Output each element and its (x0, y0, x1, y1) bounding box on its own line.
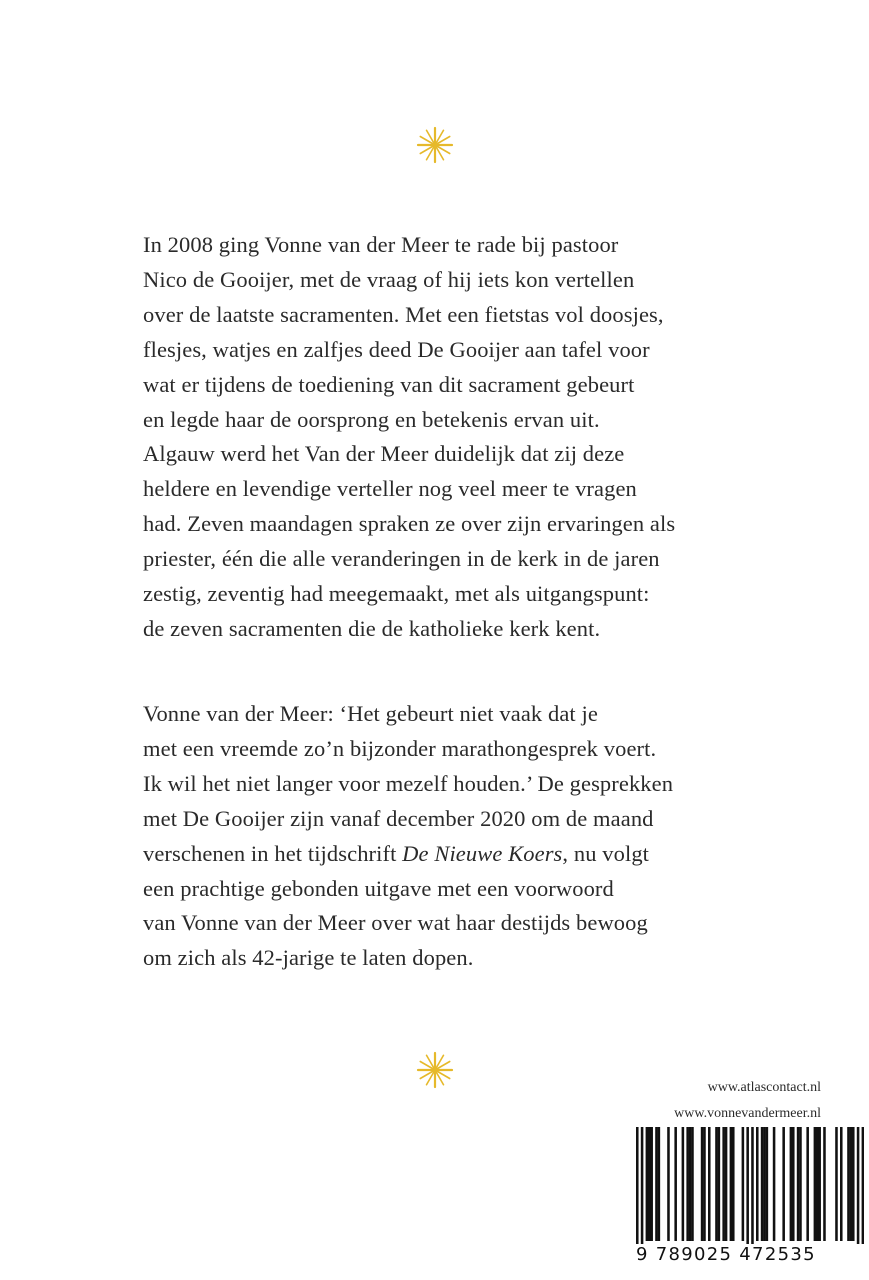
paragraph-1-line: flesjes, watjes en zalfjes deed De Gooijer aan tafel voor (143, 336, 650, 362)
paragraph-1-line: In 2008 ging Vonne van der Meer te rade bij pastoor (143, 232, 619, 257)
paragraph-1-line: had. Zeven maandagen spraken ze over zijn ervaringen als (143, 511, 676, 537)
blurb-paragraph-2 (143, 697, 763, 976)
paragraph-1-line: zestig, zeventig had meegemaakt, met als uitgangspunt: (143, 581, 650, 607)
barcode-bar (718, 1127, 721, 1241)
barcode-bar (708, 1127, 711, 1241)
barcode-bar (797, 1127, 800, 1241)
barcode-bar (792, 1127, 795, 1241)
barcode-bar (648, 1127, 651, 1241)
barcode-bar (773, 1127, 776, 1241)
barcode-bar (806, 1127, 809, 1241)
barcode-bar (847, 1127, 850, 1241)
barcode-bars (636, 1127, 864, 1247)
isbn-number: 9 789025 472535 (636, 1244, 864, 1266)
barcode-bar (725, 1127, 728, 1241)
barcode-bar (799, 1127, 802, 1241)
barcode-bar (766, 1127, 769, 1241)
barcode-bar (840, 1127, 843, 1241)
barcode-bar (814, 1127, 817, 1241)
barcode-bar (691, 1127, 694, 1241)
star-ornament-top-icon (415, 125, 455, 165)
paragraph-1-line: priester, één die alle veranderingen in de kerk in de jaren (143, 546, 660, 572)
barcode-bar (756, 1127, 759, 1241)
paragraph-1-line: wat er tijdens de toediening van dit sacrament gebeurt (143, 371, 635, 397)
barcode-bar (763, 1127, 766, 1241)
barcode-bar (703, 1127, 706, 1241)
barcode-bar (722, 1127, 725, 1241)
barcode-bar (701, 1127, 704, 1241)
barcode-guard-bar (862, 1127, 864, 1247)
star-ornament-bottom-icon (415, 1050, 455, 1090)
barcode-bar (667, 1127, 670, 1241)
paragraph-1-line: de zeven sacramenten die de katholieke kerk kent. (143, 615, 601, 641)
barcode-guard-bar (857, 1127, 860, 1247)
author-url: www.vonnevandermeer.nl (674, 1106, 821, 1121)
barcode-bar (742, 1127, 745, 1241)
blurb-paragraph-1 (143, 228, 763, 647)
barcode-bar (682, 1127, 685, 1241)
barcode-bar (646, 1127, 649, 1241)
barcode-bar (730, 1127, 733, 1241)
paragraph-1-line: en legde haar de oorsprong en betekenis ervan uit. (143, 406, 600, 432)
barcode-bar (782, 1127, 785, 1241)
barcode-bar (655, 1127, 658, 1241)
paragraph-1-line: over de laatste sacramenten. Met een fietstas vol doosjes, (143, 301, 664, 327)
six-point-star-icon (415, 125, 455, 165)
barcode-bar (790, 1127, 793, 1241)
barcode-bar (715, 1127, 718, 1241)
barcode-bar (850, 1127, 853, 1241)
barcode-bar (761, 1127, 764, 1241)
barcode-bar (835, 1127, 838, 1241)
paragraph-1-line: Algauw werd het Van der Meer duidelijk dat zij deze (143, 441, 625, 467)
barcode-guard-bar (751, 1127, 754, 1247)
barcode-guard-bar (641, 1127, 644, 1247)
barcode-bar (686, 1127, 689, 1241)
magazine-title: De Nieuwe Koers (402, 840, 563, 866)
paragraph-2-text-after-italic: , nu volgt een prachtige gebonden uitgave met een voorwoord van Vonne van der Meer over wat haar destijds bewoog om zich als 42-jarige te laten dopen. (143, 840, 650, 971)
barcode-bar (823, 1127, 826, 1241)
paragraph-2-text-before-italic: Vonne van der Meer: ‘Het gebeurt niet vaak dat je met een vreemde zo’n bijzonder marathongesprek voert. Ik wil het niet langer voor mezelf houden.’ De gesprekken met De Gooijer zijn vanaf december 2020 om de maand verschenen in het tijdschrift (143, 701, 674, 866)
barcode-bar (852, 1127, 855, 1241)
barcode-guard-bar (636, 1127, 639, 1247)
barcode-bar (816, 1127, 819, 1241)
six-point-star-icon (415, 1050, 455, 1090)
paragraph-1-line: heldere en levendige verteller nog veel meer te vragen (143, 476, 637, 502)
barcode-bar (818, 1127, 821, 1241)
barcode-bar (650, 1127, 653, 1241)
barcode-bar (689, 1127, 692, 1241)
barcode-bar (732, 1127, 735, 1241)
publisher-url: www.atlascontact.nl (707, 1080, 821, 1095)
paragraph-1-line: Nico de Gooijer, met de vraag of hij iets kon vertellen (143, 266, 635, 292)
barcode-bar (674, 1127, 677, 1241)
barcode-bar (658, 1127, 661, 1241)
barcode-guard-bar (746, 1127, 749, 1247)
